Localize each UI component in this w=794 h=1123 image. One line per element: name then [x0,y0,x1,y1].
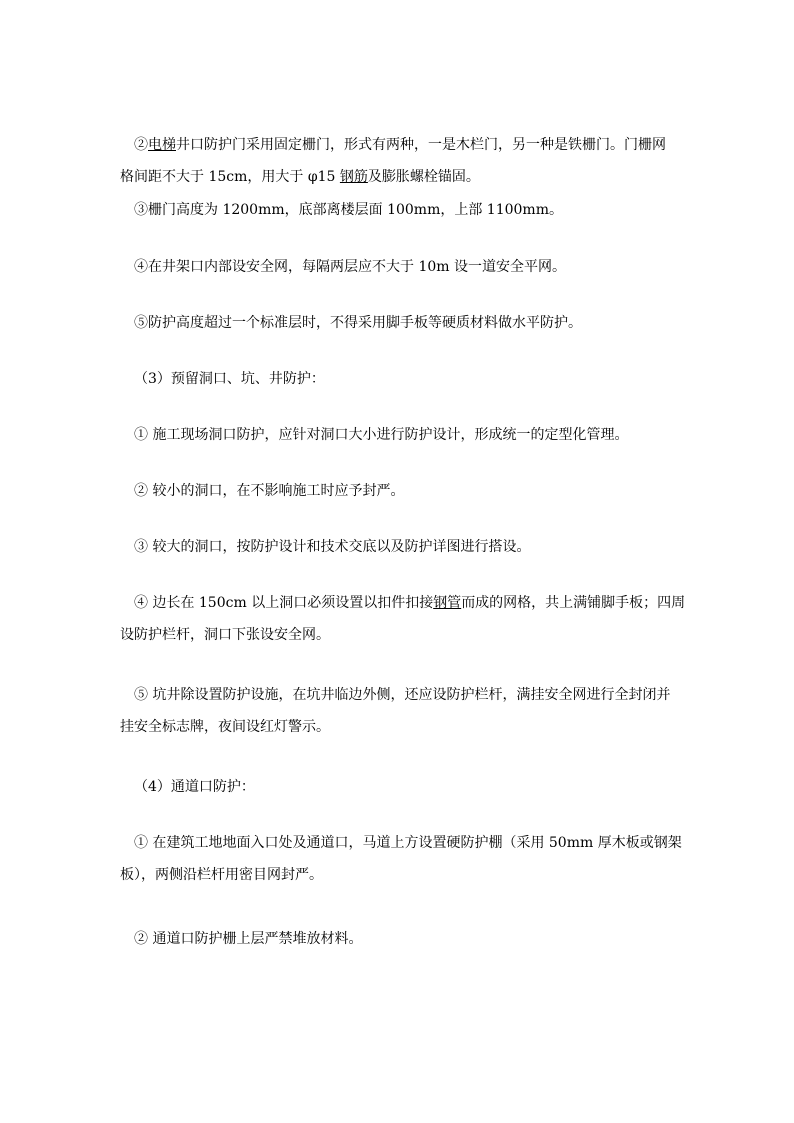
paragraph-gate-height: ③栅门高度为 1200mm，底部离楼层面 100mm，上部 1100mm。 [134,202,563,218]
text-run: 板），两侧沿栏杆用密目网封严。 [120,867,323,883]
section-heading-4: （4）通道口防护： [134,779,255,795]
text-run: 设防护栏杆，洞口下张设安全网。 [120,627,330,643]
link-term-elevator[interactable]: 电梯 [148,137,176,153]
text-run: ⑤ 坑井除设置防护设施，在坑井临边外侧，还应设防护栏杆，满挂安全网进行全封闭并 [134,687,671,703]
text-run: ② [134,137,148,153]
link-term-steel-pipe[interactable]: 钢管 [433,595,462,611]
paragraph-site-opening: ① 施工现场洞口防护，应针对洞口大小进行防护设计，形成统一的定型化管理。 [134,427,629,443]
text-run: 及膨胀螺栓锚固。 [367,169,480,185]
section-heading-3: （3）预留洞口、坑、井防护： [134,371,325,387]
text-run: ④ 边长在 150cm 以上洞口必须设置以扣件扣接 [134,595,434,611]
text-run: 挂安全标志牌，夜间设红灯警示。 [120,719,330,735]
paragraph-small-opening: ② 较小的洞口，在不影响施工时应予封严。 [134,483,405,499]
paragraph-pit-well [120,679,680,743]
text-run: 格间距不大于 15cm，用大于 φ15 [120,169,340,185]
paragraph-entrance-shed [120,827,680,891]
paragraph-large-opening: ③ 较大的洞口，按防护设计和技术交底以及防护详图进行搭设。 [134,539,531,555]
text-run: ① 在建筑工地地面入口处及通道口，马道上方设置硬防护棚（采用 50mm 厚木板或钢架 [134,835,682,851]
paragraph-safety-net: ④在井架口内部设安全网，每隔两层应不大于 10m 设一道安全平网。 [134,259,566,275]
link-term-rebar[interactable]: 钢筋 [339,169,368,185]
paragraph-no-stacking: ② 通道口防护栅上层严禁堆放材料。 [134,931,363,947]
text-run: 井口防护门采用固定栅门，形式有两种，一是木栏门，另一种是铁栅门。门栅网 [176,137,666,153]
paragraph-protection-height: ⑤防护高度超过一个标准层时，不得采用脚手板等硬质材料做水平防护。 [134,315,582,331]
paragraph-150cm-opening [120,587,686,651]
paragraph-elevator-door [120,129,680,193]
text-run: 而成的网格，共上满铺脚手板；四周 [461,595,686,611]
